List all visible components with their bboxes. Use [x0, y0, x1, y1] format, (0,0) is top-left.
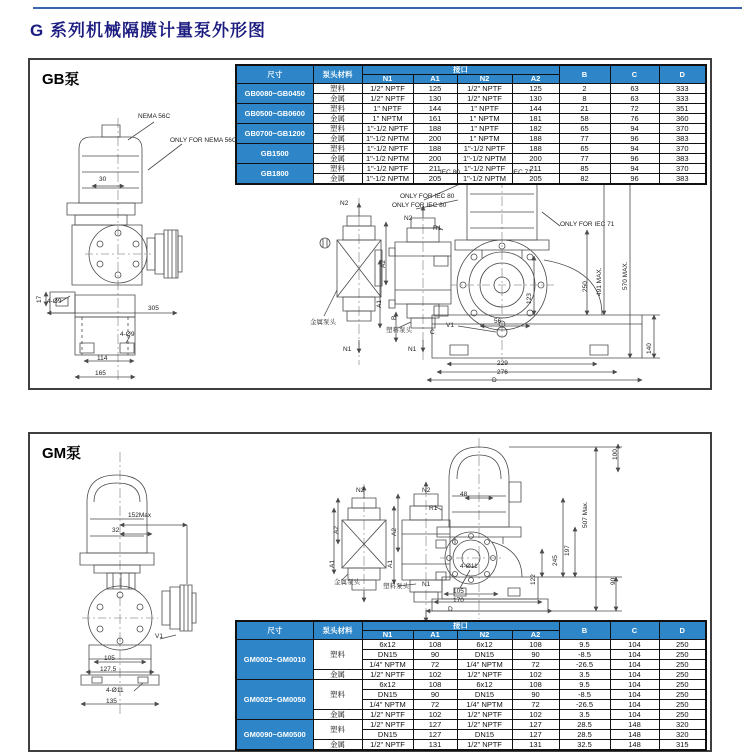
cell: 370 — [659, 144, 706, 154]
cell: 211 — [512, 164, 559, 174]
cell: 1/2" NPTF — [362, 94, 413, 104]
col-header-b: B — [559, 621, 610, 640]
cell: 315 — [659, 740, 706, 751]
col-header-port: 接口 — [362, 65, 559, 75]
dim-label: 127.5 — [100, 666, 117, 673]
dim-label: 305 — [148, 305, 159, 312]
cell: 250 — [659, 680, 706, 690]
col-header-n1: N1 — [362, 75, 413, 84]
cell: 130 — [413, 94, 457, 104]
cell: 1" NPTM — [457, 114, 512, 124]
dim-label: 122 — [530, 574, 537, 585]
dim-label: N2 — [340, 200, 349, 207]
cell: 6x12 — [457, 640, 512, 650]
cell: 360 — [659, 114, 706, 124]
size-cell: GM0090~GM0500 — [236, 720, 313, 751]
cell: 63 — [610, 94, 659, 104]
cell: 127 — [512, 720, 559, 730]
dim-label: 276 — [497, 369, 508, 376]
dim-label: 170 — [453, 597, 464, 604]
cell: 1/2" NPTF — [457, 710, 512, 720]
table-row — [236, 640, 706, 650]
cell: 148 — [610, 740, 659, 751]
cell: 108 — [512, 680, 559, 690]
dim-label: 4-Ø9 — [120, 331, 135, 338]
material-cell: 塑料 — [313, 124, 362, 134]
cell: 333 — [659, 94, 706, 104]
cell: DN15 — [362, 650, 413, 660]
material-cell: 塑料 — [313, 144, 362, 154]
cell: 102 — [512, 670, 559, 680]
cell: 125 — [512, 84, 559, 94]
dim-label: 491 MAX. — [596, 267, 603, 296]
cell: 250 — [659, 660, 706, 670]
dim-label: 105 — [453, 588, 464, 595]
cell: 102 — [413, 710, 457, 720]
dim-label: 165 — [95, 370, 106, 377]
material-cell: 金属 — [313, 670, 362, 680]
dim-label: A2 — [380, 260, 387, 268]
dim-label: 570 MAX. — [622, 261, 629, 290]
cell: 148 — [610, 730, 659, 740]
cell: 188 — [512, 144, 559, 154]
material-cell: 金属 — [313, 174, 362, 185]
cell: 1/2" NPTF — [457, 94, 512, 104]
dim-label: 135 — [106, 698, 117, 705]
cell: 370 — [659, 124, 706, 134]
material-cell: 金属 — [313, 154, 362, 164]
cell: 96 — [610, 154, 659, 164]
cell: 1"-1/2 NPTF — [457, 164, 512, 174]
dim-label: 4-Ø9 — [47, 298, 62, 305]
dim-label: 17 — [36, 295, 43, 303]
dim-label: 197 — [564, 545, 571, 556]
table-row — [236, 124, 706, 134]
dim-label: N1 — [408, 346, 417, 353]
table-row — [236, 104, 706, 114]
dim-label: IEC 71 — [512, 169, 532, 176]
cell: 250 — [659, 670, 706, 680]
cell: 200 — [413, 134, 457, 144]
size-cell: GB0080~GB0450 — [236, 84, 313, 104]
cell: 1/4" NPTM — [362, 660, 413, 670]
dim-label: N2 — [422, 487, 431, 494]
cell: 1"-1/2 NPTM — [457, 174, 512, 185]
cell: 108 — [413, 680, 457, 690]
material-cell: 塑料 — [313, 680, 362, 710]
material-cell: 金属 — [313, 94, 362, 104]
col-header-d: D — [659, 621, 706, 640]
dim-label: ONLY FOR NEMA 56C — [170, 137, 237, 144]
material-cell: 金属 — [313, 134, 362, 144]
cell: 6x12 — [457, 680, 512, 690]
size-cell: GM0025~GM0050 — [236, 680, 313, 720]
cell: 72 — [413, 700, 457, 710]
gm-plastic-head-view — [394, 482, 450, 626]
cell: 200 — [512, 154, 559, 164]
cell: 21 — [559, 104, 610, 114]
cell: 108 — [413, 640, 457, 650]
cell: 333 — [659, 84, 706, 94]
col-header-a1: A1 — [413, 631, 457, 640]
dim-label: V1 — [446, 322, 454, 329]
cell: 76 — [610, 114, 659, 124]
dim-label: 250 — [582, 281, 589, 292]
cell: 205 — [512, 174, 559, 185]
cell: 8 — [559, 94, 610, 104]
cell: -8.5 — [559, 690, 610, 700]
cell: 1/2" NPTF — [457, 84, 512, 94]
dim-label: 金属泵头 — [334, 579, 360, 586]
cell: 383 — [659, 174, 706, 185]
cell: 90 — [512, 650, 559, 660]
cell: -26.5 — [559, 700, 610, 710]
col-header-port: 接口 — [362, 621, 559, 631]
material-cell: 金属 — [313, 710, 362, 720]
dim-label: ONLY FOR IEC 80 — [400, 193, 455, 200]
material-cell: 塑料 — [313, 104, 362, 114]
cell: 1"-1/2 NPTF — [362, 124, 413, 134]
dim-label: N1 — [422, 581, 431, 588]
cell: 1/2" NPTF — [362, 84, 413, 94]
material-cell: 塑料 — [313, 720, 362, 740]
cell: 188 — [413, 144, 457, 154]
dim-label: 140 — [646, 343, 653, 354]
col-header-size: 尺寸 — [236, 65, 313, 84]
cell: 205 — [413, 174, 457, 185]
cell: 2 — [559, 84, 610, 94]
dim-label: 152Max — [128, 512, 152, 519]
cell: 104 — [610, 660, 659, 670]
dim-label: A1 — [329, 560, 336, 568]
cell: 82 — [559, 174, 610, 185]
col-header-size: 尺寸 — [236, 621, 313, 640]
cell: 1/2" NPTF — [362, 710, 413, 720]
cell: 383 — [659, 154, 706, 164]
cell: 90 — [512, 690, 559, 700]
cell: 351 — [659, 104, 706, 114]
cell: 250 — [659, 650, 706, 660]
cell: 72 — [512, 660, 559, 670]
dim-label: B — [391, 315, 398, 320]
cell: 144 — [413, 104, 457, 114]
cell: 250 — [659, 700, 706, 710]
dim-label: 塑料泵头 — [386, 327, 412, 334]
cell: 1/4" NPTM — [457, 660, 512, 670]
cell: 127 — [512, 730, 559, 740]
cell: 127 — [413, 730, 457, 740]
gm-panel-title: GM泵 — [42, 445, 82, 462]
dim-label: IEC 80 — [440, 169, 460, 176]
col-header-n1: N1 — [362, 631, 413, 640]
top-rule — [33, 7, 742, 9]
dim-label: 32 — [112, 527, 120, 534]
cell: 1" NPTM — [457, 134, 512, 144]
cell: 104 — [610, 700, 659, 710]
col-header-c: C — [610, 65, 659, 84]
dim-label: D — [448, 606, 453, 613]
cell: 1/2" NPTF — [457, 720, 512, 730]
cell: 1"-1/2 NPTM — [362, 174, 413, 185]
cell: 144 — [512, 104, 559, 114]
cell: 77 — [559, 154, 610, 164]
dim-label: 30 — [99, 176, 107, 183]
gm-front-view — [80, 452, 196, 716]
cell: 3.5 — [559, 710, 610, 720]
cell: 161 — [413, 114, 457, 124]
cell: 96 — [610, 134, 659, 144]
dim-label: A1 — [376, 300, 383, 308]
cell: -8.5 — [559, 650, 610, 660]
dim-label: 123 — [526, 293, 533, 304]
table-row — [236, 84, 706, 94]
col-header-d: D — [659, 65, 706, 84]
cell: 250 — [659, 640, 706, 650]
cell: 148 — [610, 720, 659, 730]
col-header-material: 泵头材料 — [313, 621, 362, 640]
cell: 104 — [610, 680, 659, 690]
dim-label: A2 — [333, 526, 340, 534]
cell: 320 — [659, 730, 706, 740]
cell: 1/2" NPTF — [362, 720, 413, 730]
size-cell: GM0002~GM0010 — [236, 640, 313, 680]
cell: 1/2" NPTF — [362, 740, 413, 751]
cell: 1"-1/2 NPTF — [362, 144, 413, 154]
cell: 72 — [512, 700, 559, 710]
cell: 102 — [413, 670, 457, 680]
material-cell: 金属 — [313, 114, 362, 124]
dim-label: V1 — [155, 633, 163, 640]
dim-label: 245 — [552, 555, 559, 566]
cell: -26.5 — [559, 660, 610, 670]
cell: 63 — [610, 84, 659, 94]
dim-label: 4-Ø11 — [106, 687, 124, 694]
cell: 1/4" NPTM — [362, 700, 413, 710]
cell: 28.5 — [559, 720, 610, 730]
dim-label: R1 — [429, 505, 438, 512]
cell: 1/2" NPTF — [457, 740, 512, 751]
dim-label: R1 — [433, 225, 442, 232]
cell: 104 — [610, 640, 659, 650]
cell: 188 — [512, 134, 559, 144]
col-header-a1: A1 — [413, 75, 457, 84]
cell: 1/4" NPTM — [457, 700, 512, 710]
table-row — [236, 144, 706, 154]
size-cell: GB1800 — [236, 164, 313, 185]
cell: 1" NPTF — [362, 104, 413, 114]
gb-spec-table — [235, 64, 707, 185]
cell: 65 — [559, 124, 610, 134]
dim-label: 48 — [460, 491, 468, 498]
cell: 104 — [610, 650, 659, 660]
gm-panel — [28, 432, 712, 752]
col-header-material: 泵头材料 — [313, 65, 362, 84]
cell: 250 — [659, 690, 706, 700]
size-cell: GB0700~GB1200 — [236, 124, 313, 144]
cell: 96 — [610, 174, 659, 185]
dim-label: ONLY FOR IEC 71 — [560, 221, 615, 228]
dim-label: 90 — [610, 577, 617, 585]
dim-label: A2 — [391, 528, 398, 536]
cell: 58 — [559, 114, 610, 124]
cell: DN15 — [457, 690, 512, 700]
cell: 28.5 — [559, 730, 610, 740]
size-cell: GB1500 — [236, 144, 313, 164]
cell: 1"-1/2 NPTF — [457, 144, 512, 154]
cell: 200 — [413, 154, 457, 164]
cell: 131 — [413, 740, 457, 751]
size-cell: GB0500~GB0600 — [236, 104, 313, 124]
material-cell: 塑料 — [313, 164, 362, 174]
table-row — [236, 164, 706, 174]
cell: 1/2" NPTF — [362, 670, 413, 680]
cell: 72 — [610, 104, 659, 114]
cell: 383 — [659, 134, 706, 144]
cell: 370 — [659, 164, 706, 174]
cell: 250 — [659, 710, 706, 720]
dim-label: ONLY FOR IEC 80 — [392, 202, 447, 209]
gb-front-view — [46, 118, 182, 382]
col-header-c: C — [610, 621, 659, 640]
cell: DN15 — [457, 650, 512, 660]
cell: 188 — [413, 124, 457, 134]
cell: 94 — [610, 164, 659, 174]
dim-label: 100 — [612, 449, 619, 460]
cell: 320 — [659, 720, 706, 730]
cell: 125 — [413, 84, 457, 94]
dim-label: A1 — [387, 560, 394, 568]
dim-label: 塑料泵头 — [383, 583, 409, 590]
cell: 1" NPTF — [457, 104, 512, 114]
cell: 1/2" NPTF — [457, 670, 512, 680]
cell: 1" NPTM — [362, 114, 413, 124]
cell: DN15 — [362, 730, 413, 740]
cell: 94 — [610, 124, 659, 134]
cell: 182 — [512, 124, 559, 134]
dim-label: D — [492, 377, 497, 384]
gb-panel-title: GB泵 — [42, 71, 80, 88]
cell: 102 — [512, 710, 559, 720]
table-row — [236, 720, 706, 730]
cell: 211 — [413, 164, 457, 174]
gm-spec-table — [235, 620, 707, 751]
cell: 104 — [610, 670, 659, 680]
material-cell: 塑料 — [313, 84, 362, 94]
cell: 90 — [413, 690, 457, 700]
dim-label: NEMA 56C — [138, 113, 171, 120]
col-header-n2: N2 — [457, 631, 512, 640]
dim-label: C — [430, 329, 435, 336]
cell: DN15 — [362, 690, 413, 700]
dim-label: 56 — [494, 318, 502, 325]
table-row — [236, 680, 706, 690]
material-cell: 塑料 — [313, 640, 362, 670]
cell: 131 — [512, 740, 559, 751]
cell: DN15 — [457, 730, 512, 740]
page-title: G 系列机械隔膜计量泵外形图 — [30, 21, 266, 40]
gm-metal-head-view — [334, 484, 386, 604]
dim-label: 金属泵头 — [310, 319, 336, 326]
dim-label: 105 — [104, 655, 115, 662]
cell: 9.5 — [559, 680, 610, 690]
cell: 104 — [610, 690, 659, 700]
gb-metal-head-view — [320, 198, 382, 365]
cell: 1"-1/2 NPTM — [457, 154, 512, 164]
dim-label: N2 — [356, 487, 365, 494]
dim-label: N2 — [404, 215, 413, 222]
dim-label: 507 Max. — [582, 501, 589, 528]
cell: 90 — [413, 650, 457, 660]
cell: 77 — [559, 134, 610, 144]
cell: 1"-1/2 NPTM — [362, 154, 413, 164]
cell: 9.5 — [559, 640, 610, 650]
cell: 104 — [610, 710, 659, 720]
dim-label: 114 — [97, 355, 108, 362]
cell: 127 — [413, 720, 457, 730]
material-cell: 金属 — [313, 740, 362, 751]
cell: 1" NPTF — [457, 124, 512, 134]
col-header-b: B — [559, 65, 610, 84]
cell: 6x12 — [362, 640, 413, 650]
cell: 72 — [413, 660, 457, 670]
cell: 1"-1/2 NPTM — [362, 134, 413, 144]
cell: 108 — [512, 640, 559, 650]
cell: 94 — [610, 144, 659, 154]
dim-label: 4-Ø11 — [460, 563, 478, 570]
dim-label: N1 — [343, 346, 352, 353]
cell: 6x12 — [362, 680, 413, 690]
cell: 181 — [512, 114, 559, 124]
col-header-n2: N2 — [457, 75, 512, 84]
cell: 3.5 — [559, 670, 610, 680]
dim-label: 229 — [497, 360, 508, 367]
cell: 32.5 — [559, 740, 610, 751]
col-header-a2: A2 — [512, 75, 559, 84]
cell: 1"-1/2 NPTF — [362, 164, 413, 174]
col-header-a2: A2 — [512, 631, 559, 640]
cell: 85 — [559, 164, 610, 174]
cell: 130 — [512, 94, 559, 104]
cell: 65 — [559, 144, 610, 154]
